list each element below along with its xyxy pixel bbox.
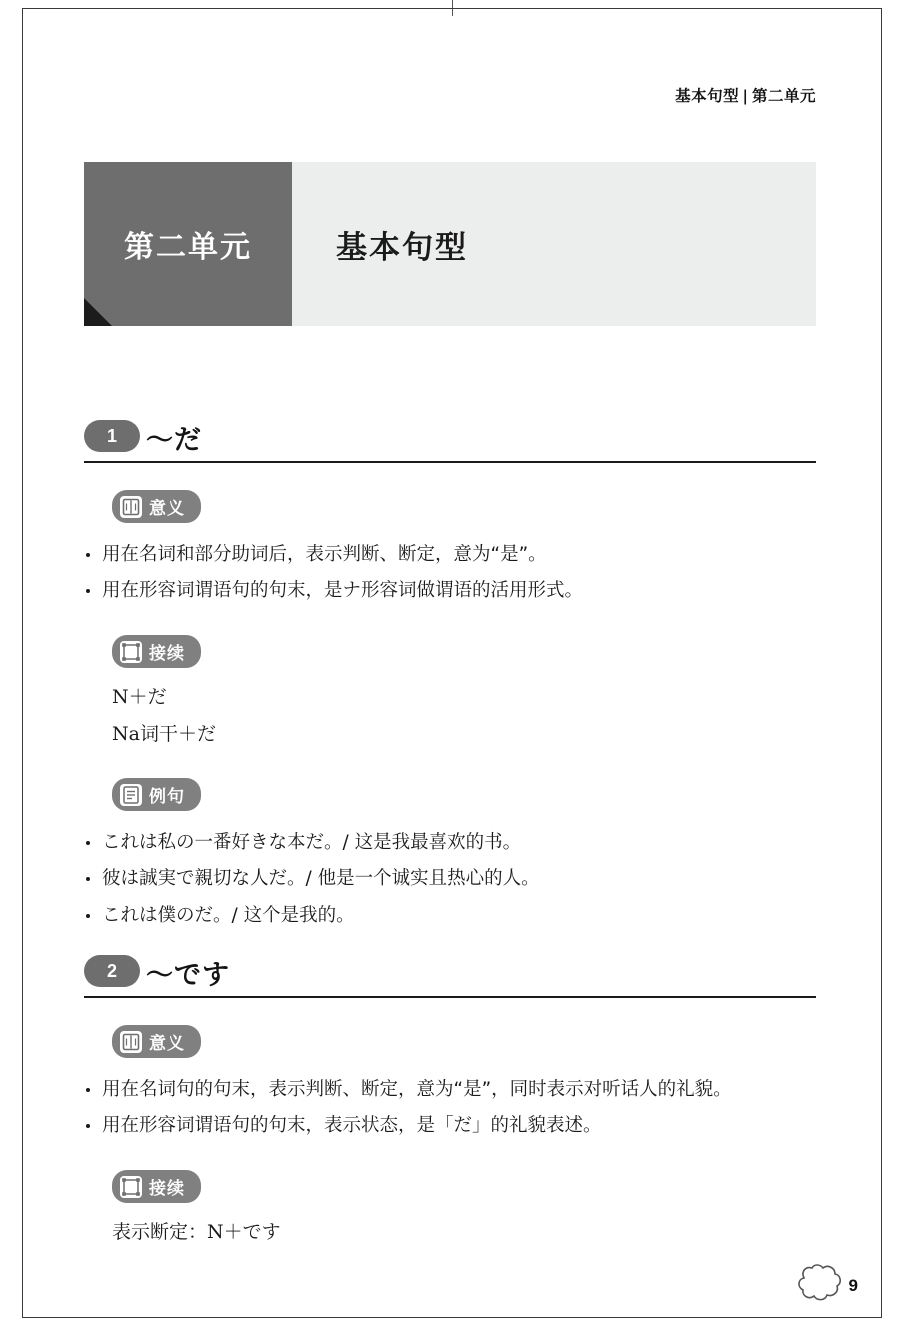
node-link-icon bbox=[120, 641, 142, 663]
book-icon bbox=[120, 1031, 142, 1053]
connection-label-text-1: 接续 bbox=[149, 644, 185, 664]
meaning-label-2 bbox=[112, 1025, 201, 1058]
running-head-right: 第二单元 bbox=[751, 88, 816, 105]
connection-line: Na词干＋だ bbox=[112, 723, 216, 746]
meaning-list-2 bbox=[84, 1072, 816, 1144]
connection-label-text-2: 接续 bbox=[149, 1179, 185, 1199]
example-item: これは私の一番好きな本だ。/ 这是我最喜欢的书。 bbox=[84, 825, 816, 861]
example-item: 彼は誠実で親切な人だ。/ 他是一个诚实且热心的人。 bbox=[84, 861, 816, 897]
running-head-separator: | bbox=[743, 88, 748, 105]
connection-label-1 bbox=[112, 635, 201, 668]
meaning-item: 用在形容词谓语句的句末，是ナ形容词做谓语的活用形式。 bbox=[84, 573, 816, 609]
section-1-rule bbox=[84, 461, 816, 463]
grammar-section-2 bbox=[84, 955, 816, 1250]
examples-label-1 bbox=[112, 778, 201, 811]
section-1-number: 1 bbox=[84, 420, 140, 452]
meaning-label-text-1: 意义 bbox=[149, 499, 185, 518]
flower-ornament-icon bbox=[790, 1242, 864, 1306]
page-folio bbox=[790, 1242, 864, 1306]
connection-line: N＋だ bbox=[112, 686, 167, 709]
meaning-item: 用在名词和部分助词后，表示判断、断定，意为“是”。 bbox=[84, 537, 816, 573]
section-2-rule bbox=[84, 996, 816, 998]
connection-line: 表示断定：N＋です bbox=[112, 1221, 281, 1244]
spacer bbox=[84, 1144, 816, 1170]
book-icon bbox=[120, 496, 142, 518]
spacer bbox=[84, 464, 816, 490]
section-2-number: 2 bbox=[84, 955, 140, 987]
spacer bbox=[84, 609, 816, 635]
grammar-section-1 bbox=[84, 420, 816, 934]
running-head bbox=[675, 84, 816, 106]
unit-banner bbox=[84, 162, 816, 326]
meaning-label-text-2: 意义 bbox=[149, 1034, 185, 1053]
section-2-title: 〜です bbox=[146, 960, 230, 991]
section-1-header bbox=[84, 420, 816, 464]
connection-body-2 bbox=[112, 1215, 816, 1250]
document-lines-icon bbox=[120, 784, 142, 806]
spacer bbox=[84, 752, 816, 778]
banner-corner-fold bbox=[84, 298, 112, 326]
examples-label-text-1: 例句 bbox=[149, 787, 185, 807]
section-2-header bbox=[84, 955, 816, 999]
meaning-item: 用在形容词谓语句的句末，表示状态，是「だ」的礼貌表述。 bbox=[84, 1108, 816, 1144]
section-1-title: 〜だ bbox=[146, 425, 202, 456]
unit-banner-title: 基本句型 bbox=[292, 162, 816, 326]
meaning-list-1 bbox=[84, 537, 816, 609]
examples-list-1 bbox=[84, 825, 816, 933]
connection-label-2 bbox=[112, 1170, 201, 1203]
connection-body-1 bbox=[112, 680, 816, 752]
example-item: これは僕のだ。/ 这个是我的。 bbox=[84, 898, 816, 934]
node-link-icon bbox=[120, 1176, 142, 1198]
meaning-label-1 bbox=[112, 490, 201, 523]
meaning-item: 用在名词句的句末，表示判断、断定，意为“是”，同时表示对听话人的礼貌。 bbox=[84, 1072, 816, 1108]
running-head-left: 基本句型 bbox=[675, 88, 740, 105]
unit-banner-label bbox=[84, 162, 292, 326]
page-number: 9 bbox=[848, 1276, 858, 1295]
unit-label-text: 第二单元 bbox=[124, 231, 252, 264]
spacer bbox=[84, 999, 816, 1025]
